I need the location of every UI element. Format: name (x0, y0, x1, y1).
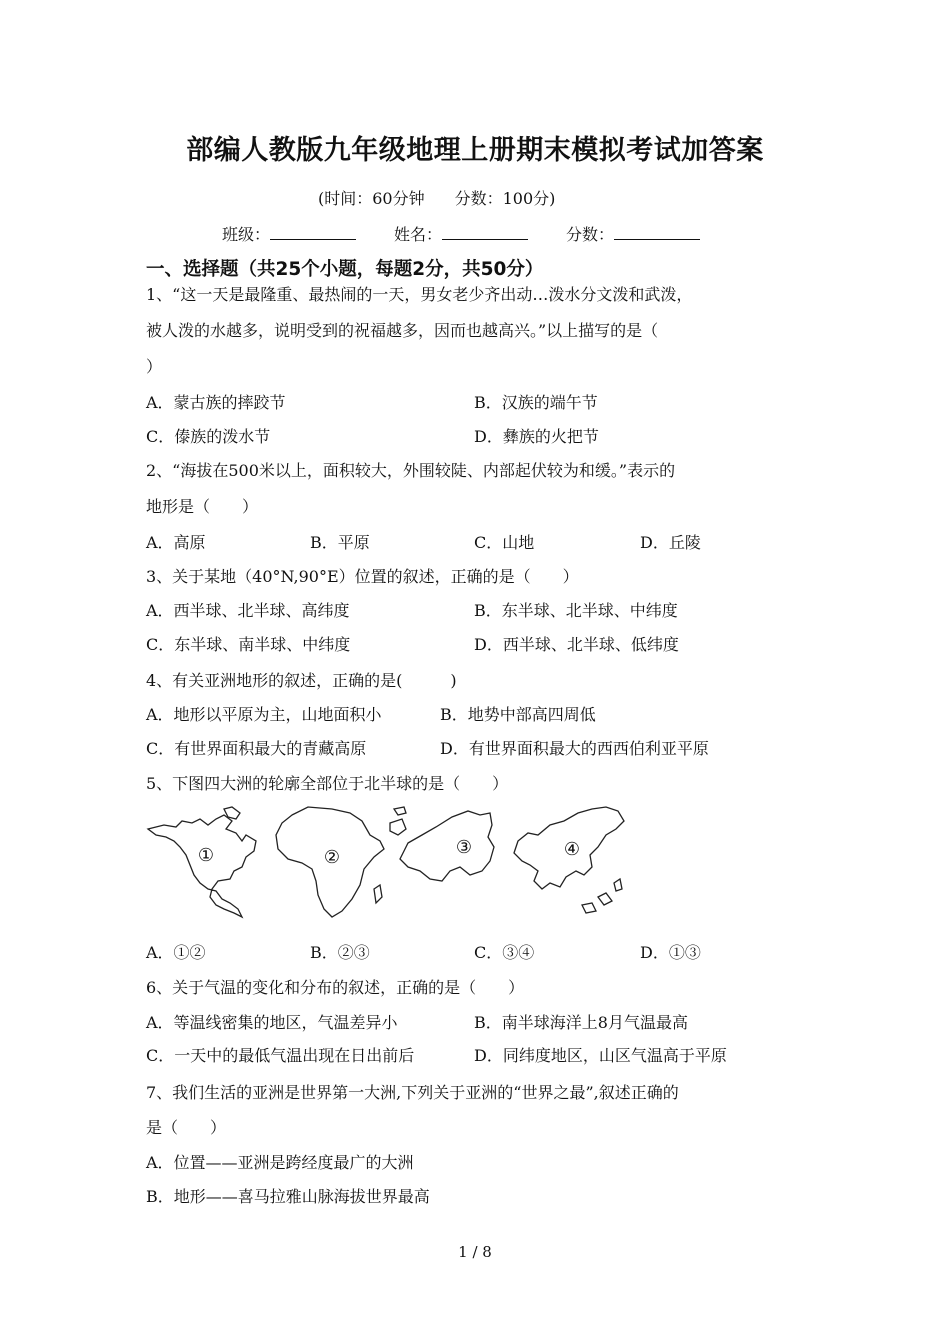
q1-stem-line-1: 1、“这一天是最隆重、最热闹的一天，男女老少齐出动…泼水分文泼和武泼， (146, 285, 693, 304)
q3-option-a: A．西半球、北半球、高纬度 (146, 601, 350, 620)
page-title: 部编人教版九年级地理上册期末模拟考试加答案 (186, 135, 764, 166)
map-label-1: ① (197, 845, 215, 866)
q5-option-d: D．①③ (640, 943, 701, 962)
q7-option-b: B．地形——喜马拉雅山脉海拔世界最高 (146, 1187, 430, 1206)
q6-option-d: D．同纬度地区，山区气温高于平原 (474, 1046, 727, 1065)
q2-option-a: A．高原 (146, 533, 206, 552)
q1-option-a: A．蒙古族的摔跤节 (146, 393, 286, 412)
q4-option-c: C．有世界面积最大的青藏高原 (146, 739, 367, 758)
asia-outline (514, 807, 624, 913)
name-blank (442, 225, 528, 240)
q3-stem: 3、关于某地（40°N,90°E）位置的叙述，正确的是（ ） (146, 567, 579, 586)
q7-option-a: A．位置——亚洲是跨经度最广的大洲 (146, 1153, 414, 1172)
q4-stem: 4、有关亚洲地形的叙述，正确的是( ) (146, 671, 457, 690)
page-number: 1 / 8 (458, 1243, 492, 1261)
map-label-3: ③ (455, 837, 473, 858)
score-label: 分数： (566, 225, 615, 244)
q3-option-b: B．东半球、北半球、中纬度 (474, 601, 678, 620)
map-label-2: ② (323, 847, 341, 868)
q3-option-d: D．西半球、北半球、低纬度 (474, 635, 679, 654)
score-field (566, 222, 700, 245)
q4-option-d: D．有世界面积最大的西西伯利亚平原 (440, 739, 709, 758)
name-field (394, 222, 528, 245)
q6-option-c: C．一天中的最低气温出现在日出前后 (146, 1046, 415, 1065)
q2-option-d: D．丘陵 (640, 533, 701, 552)
q2-stem-line-2: 地形是（ ） (146, 497, 259, 516)
class-label: 班级： (222, 225, 271, 244)
q4-option-b: B．地势中部高四周低 (440, 705, 596, 724)
q7-stem-line-1: 7、我们生活的亚洲是世界第一大洲,下列关于亚洲的“世界之最”,叙述正确的 (146, 1083, 679, 1102)
score-blank (614, 225, 700, 240)
q3-option-c: C．东半球、南半球、中纬度 (146, 635, 351, 654)
q1-option-c: C．傣族的泼水节 (146, 427, 271, 446)
q6-option-a: A．等温线密集的地区，气温差异小 (146, 1013, 398, 1032)
q1-stem-line-2: 被人泼的水越多，说明受到的祝福越多，因而也越高兴。”以上描写的是（ (146, 321, 659, 340)
q1-option-b: B．汉族的端午节 (474, 393, 598, 412)
name-label: 姓名： (394, 225, 443, 244)
continent-outline-maps (146, 805, 636, 920)
q1-option-d: D．彝族的火把节 (474, 427, 599, 446)
class-field (222, 222, 356, 245)
exam-total-score: 分数：100分) (454, 189, 556, 208)
q1-stem-line-3: ） (146, 357, 163, 376)
q6-option-b: B．南半球海洋上8月气温最高 (474, 1013, 688, 1032)
class-blank (270, 225, 356, 240)
q5-option-b: B．②③ (310, 943, 370, 962)
q2-option-b: B．平原 (310, 533, 370, 552)
q5-option-c: C．③④ (474, 943, 535, 962)
exam-time: (时间：60分钟 (318, 189, 425, 208)
exam-meta (318, 186, 555, 209)
map-label-4: ④ (563, 839, 581, 860)
europe-outline (390, 807, 494, 881)
q2-stem-line-1: 2、“海拔在500米以上，面积较大，外围较陡、内部起伏较为和缓。”表示的 (146, 461, 676, 480)
q5-option-a: A．①② (146, 943, 206, 962)
student-info (222, 222, 700, 245)
section-heading: 一、选择题（共25个小题，每题2分，共50分） (146, 259, 544, 280)
q6-stem: 6、关于气温的变化和分布的叙述，正确的是（ ） (146, 978, 525, 997)
q7-stem-line-2: 是（ ） (146, 1118, 227, 1137)
q5-stem: 5、下图四大洲的轮廓全部位于北半球的是（ ） (146, 774, 509, 793)
q4-option-a: A．地形以平原为主，山地面积小 (146, 705, 382, 724)
q2-option-c: C．山地 (474, 533, 535, 552)
